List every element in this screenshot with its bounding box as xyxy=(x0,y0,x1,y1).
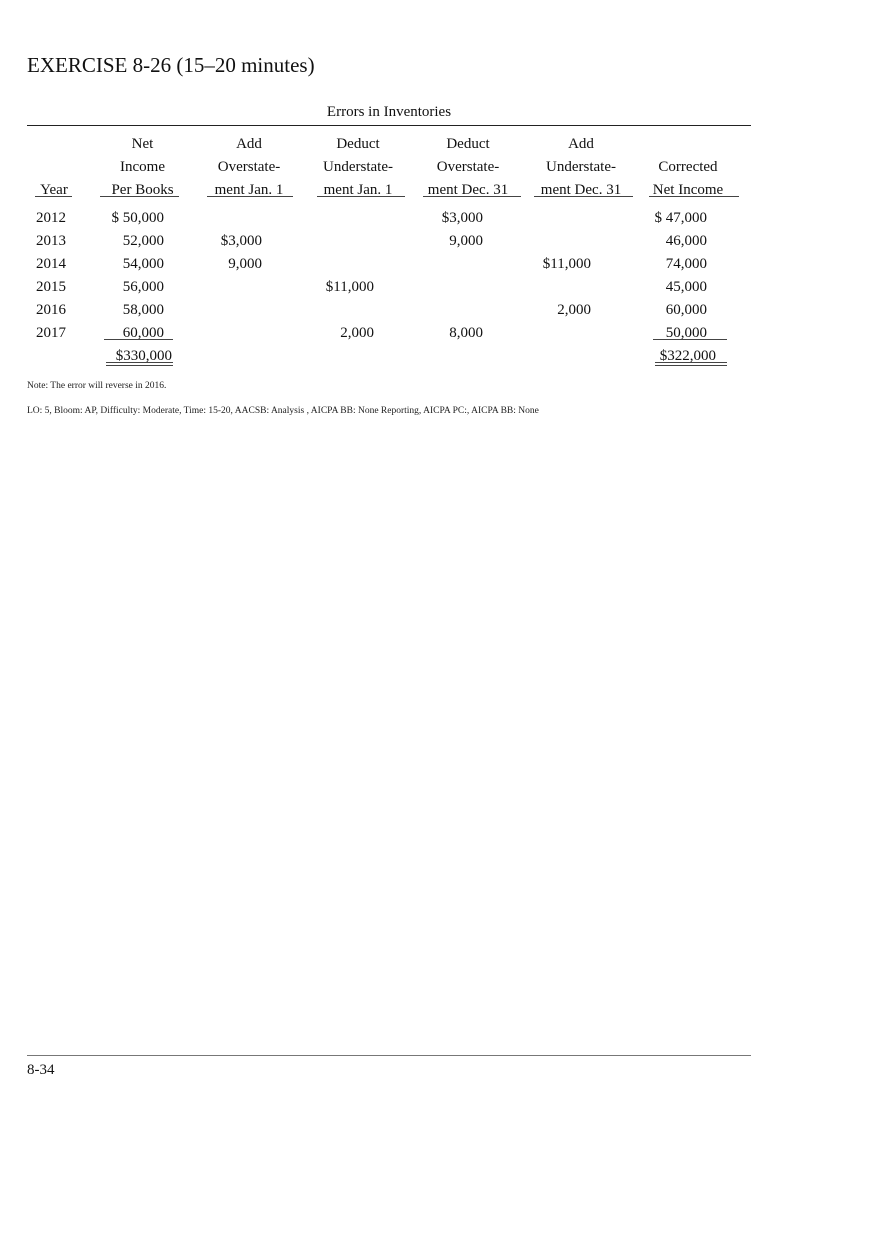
column-header-add-over-jan-line-3: ment Jan. 1 xyxy=(214,182,284,198)
table-cell-net-income: 60,000 xyxy=(122,325,164,341)
table-cell-net-income: 54,000 xyxy=(122,256,164,272)
table-cell-corrected: 50,000 xyxy=(665,325,707,341)
table-cell-ded-under-jan: $11,000 xyxy=(325,279,374,295)
table-cell-add-over-jan: $3,000 xyxy=(220,233,262,249)
learning-objective-line: LO: 5, Bloom: AP, Difficulty: Moderate, Time: 15-20, AACSB: Analysis , AICPA BB: None Reporting, AICPA PC:, AICPA BB: None xyxy=(27,406,539,416)
table-cell-net-income: 58,000 xyxy=(122,302,164,318)
net-income-total-double-rule xyxy=(106,362,173,363)
column-header-ded-over-dec-line-1: Deduct xyxy=(446,136,490,152)
column-header-year-line-3: Year xyxy=(40,182,68,198)
table-cell-year: 2015 xyxy=(36,279,66,295)
table-cell-add-over-jan: 9,000 xyxy=(228,256,262,272)
column-header-corrected-line-2: Corrected xyxy=(658,159,718,175)
table-cell-corrected: 60,000 xyxy=(665,302,707,318)
column-header-ded-under-jan-line-2: Understate- xyxy=(323,159,393,175)
table-cell-year: 2016 xyxy=(36,302,66,318)
table-cell-year: 2014 xyxy=(36,256,66,272)
column-header-underline xyxy=(207,196,293,197)
column-header-add-over-jan-line-1: Add xyxy=(236,136,262,152)
column-header-underline xyxy=(649,196,739,197)
table-cell-net-income: 56,000 xyxy=(122,279,164,295)
table-cell-corrected: 74,000 xyxy=(665,256,707,272)
column-header-underline xyxy=(317,196,405,197)
column-header-ded-over-dec-line-2: Overstate- xyxy=(436,159,500,175)
table-cell-year: 2012 xyxy=(36,210,66,226)
corrected-total-double-rule xyxy=(655,362,727,363)
table-cell-ded-over-dec: 8,000 xyxy=(449,325,483,341)
table-cell-ded-under-jan: 2,000 xyxy=(340,325,374,341)
column-header-add-under-dec-line-2: Understate- xyxy=(546,159,616,175)
column-header-ded-over-dec-line-3: ment Dec. 31 xyxy=(427,182,509,198)
column-header-underline xyxy=(534,196,633,197)
exercise-title: EXERCISE 8-26 (15–20 minutes) xyxy=(27,53,315,77)
column-header-ded-under-jan-line-3: ment Jan. 1 xyxy=(323,182,393,198)
net-income-total-double-rule xyxy=(106,365,173,366)
column-header-ded-under-jan-line-1: Deduct xyxy=(336,136,380,152)
table-cell-add-under-dec: 2,000 xyxy=(557,302,591,318)
page-number: 8-34 xyxy=(27,1062,55,1078)
table-caption: Errors in Inventories xyxy=(326,104,452,120)
column-header-add-under-dec-line-1: Add xyxy=(568,136,594,152)
table-cell-net-income: $ 50,000 xyxy=(111,210,164,226)
total-net-income-per-books: $330,000 xyxy=(115,348,172,364)
table-cell-corrected: 45,000 xyxy=(665,279,707,295)
note-text: Note: The error will reverse in 2016. xyxy=(27,381,167,391)
table-cell-year: 2017 xyxy=(36,325,66,341)
net-income-sum-rule xyxy=(104,339,173,340)
table-top-rule xyxy=(27,125,751,126)
corrected-total-double-rule xyxy=(655,365,727,366)
table-cell-net-income: 52,000 xyxy=(122,233,164,249)
column-header-underline xyxy=(35,196,72,197)
column-header-net-income-line-3: Per Books xyxy=(111,182,174,198)
table-cell-year: 2013 xyxy=(36,233,66,249)
total-corrected-net-income: $322,000 xyxy=(659,348,716,364)
corrected-sum-rule xyxy=(653,339,727,340)
column-header-add-under-dec-line-3: ment Dec. 31 xyxy=(540,182,622,198)
footer-rule xyxy=(27,1055,751,1056)
table-cell-corrected: $ 47,000 xyxy=(654,210,707,226)
table-cell-corrected: 46,000 xyxy=(665,233,707,249)
table-cell-ded-over-dec: 9,000 xyxy=(449,233,483,249)
column-header-corrected-line-3: Net Income xyxy=(652,182,724,198)
table-cell-add-under-dec: $11,000 xyxy=(542,256,591,272)
column-header-net-income-line-1: Net xyxy=(131,136,154,152)
table-cell-ded-over-dec: $3,000 xyxy=(441,210,483,226)
column-header-add-over-jan-line-2: Overstate- xyxy=(217,159,281,175)
column-header-net-income-line-2: Income xyxy=(120,159,165,175)
column-header-underline xyxy=(423,196,521,197)
column-header-underline xyxy=(100,196,179,197)
